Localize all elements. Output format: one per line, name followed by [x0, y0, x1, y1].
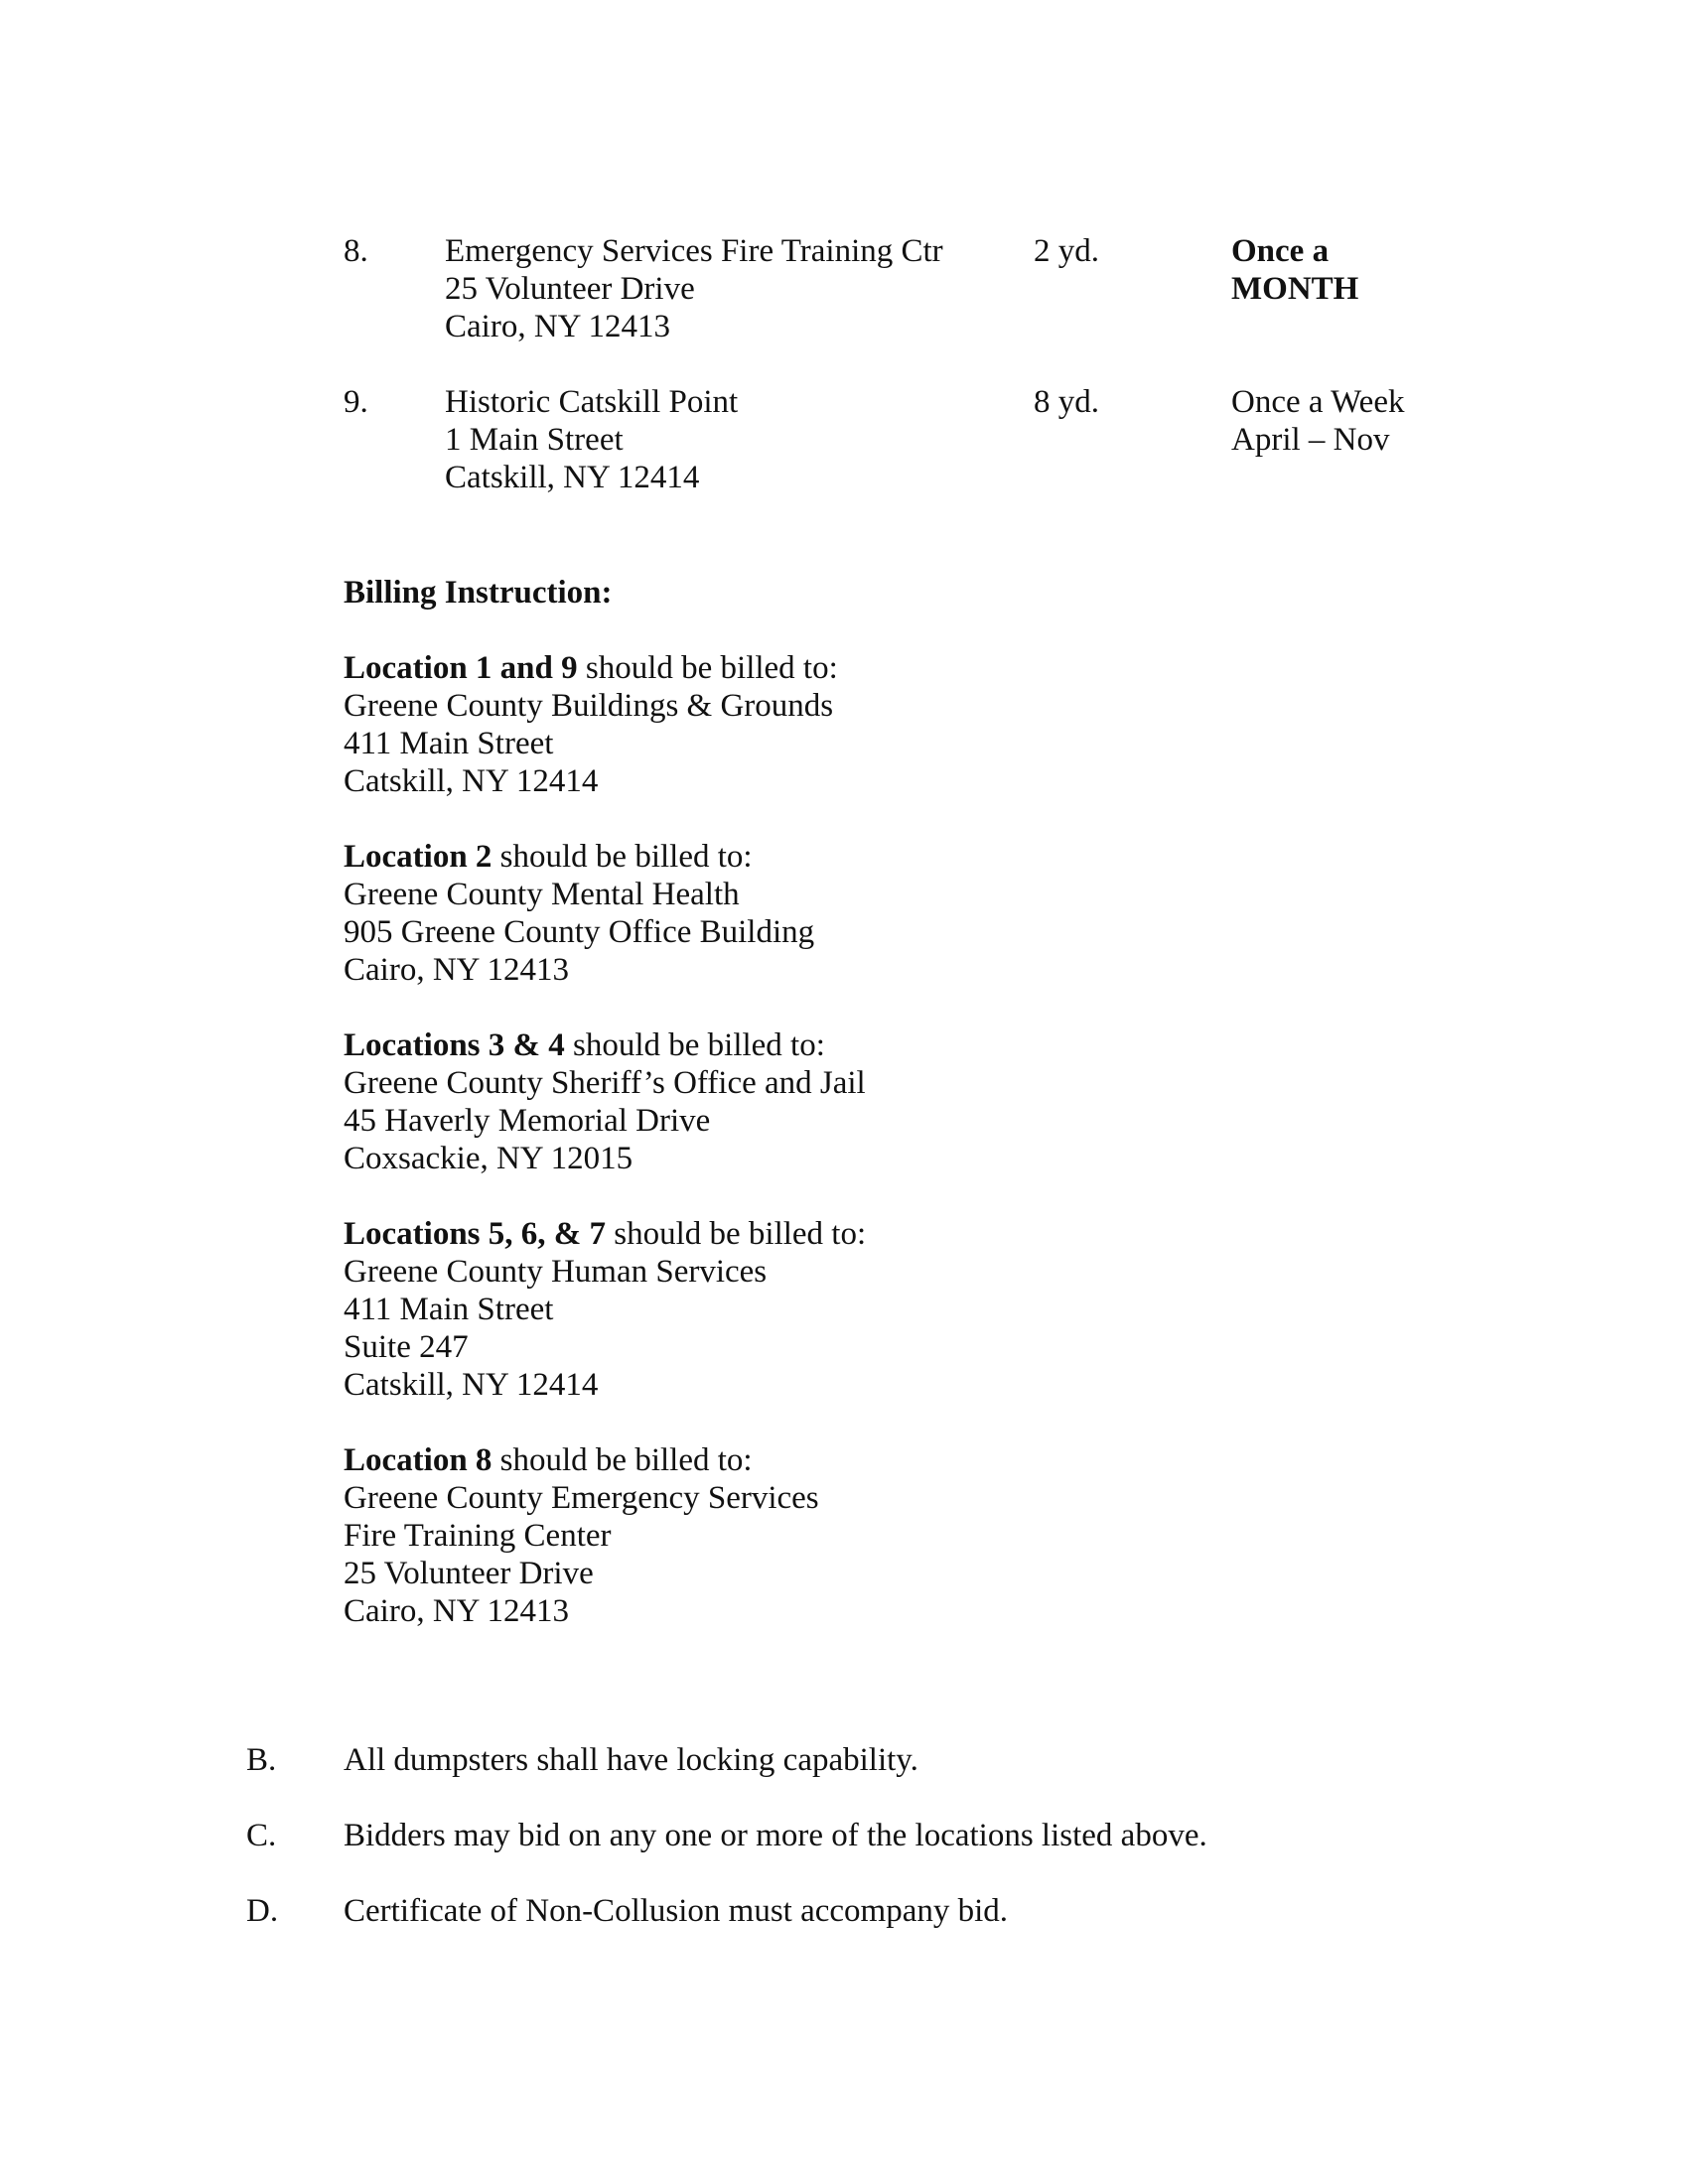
- address-line: Suite 247: [344, 1329, 469, 1365]
- address-line: Greene County Emergency Services: [344, 1480, 819, 1516]
- billing-group-title: [344, 838, 814, 876]
- frequency-line: Once a: [1231, 233, 1330, 269]
- address-line: Fire Training Center: [344, 1518, 612, 1554]
- item-text: Bidders may bid on any one or more of the locations listed above.: [344, 1818, 1207, 1853]
- address-line: Greene County Sheriff’s Office and Jail: [344, 1065, 866, 1101]
- billing-group-title: [344, 1215, 866, 1253]
- address-line: Emergency Services Fire Training Ctr: [445, 233, 943, 269]
- item-letter: B.: [246, 1742, 277, 1778]
- pickup-frequency: [1231, 232, 1358, 308]
- address-line: 905 Greene County Office Building: [344, 914, 815, 950]
- billing-group: [344, 1215, 866, 1404]
- billing-location-label: Location 2: [344, 839, 492, 875]
- billing-group: [344, 1441, 819, 1630]
- billing-location-label: Location 1 and 9: [344, 650, 578, 686]
- billing-location-label: Location 8: [344, 1442, 492, 1478]
- address-line: Coxsackie, NY 12015: [344, 1141, 633, 1176]
- address-line: 45 Haverly Memorial Drive: [344, 1103, 711, 1139]
- billing-group-title: [344, 1026, 866, 1064]
- billing-suffix: should be billed to:: [492, 839, 753, 875]
- billing-heading: Billing Instruction:: [344, 575, 613, 611]
- location-address: [445, 383, 738, 496]
- address-line: 1 Main Street: [445, 422, 624, 458]
- address-line: Catskill, NY 12414: [344, 763, 599, 799]
- billing-group-title: [344, 649, 838, 687]
- address-line: 411 Main Street: [344, 726, 554, 761]
- billing-group-title: [344, 1441, 819, 1479]
- frequency-line: Once a Week: [1231, 384, 1405, 420]
- address-line: 25 Volunteer Drive: [344, 1556, 594, 1591]
- address-line: Greene County Buildings & Grounds: [344, 688, 834, 724]
- address-line: Cairo, NY 12413: [344, 1593, 570, 1629]
- billing-location-label: Locations 5, 6, & 7: [344, 1216, 606, 1252]
- frequency-line: MONTH: [1231, 271, 1359, 307]
- item-letter: D.: [246, 1893, 279, 1929]
- address-line: Greene County Mental Health: [344, 877, 740, 912]
- item-text: Certificate of Non-Collusion must accompany bid.: [344, 1893, 1009, 1929]
- billing-group: [344, 1026, 866, 1177]
- billing-suffix: should be billed to:: [606, 1216, 867, 1252]
- address-line: 25 Volunteer Drive: [445, 271, 695, 307]
- address-line: Historic Catskill Point: [445, 384, 739, 420]
- billing-suffix: should be billed to:: [492, 1442, 753, 1478]
- address-line: Cairo, NY 12413: [344, 952, 570, 988]
- address-line: Greene County Human Services: [344, 1254, 768, 1290]
- billing-group: [344, 649, 838, 800]
- frequency-line: April – Nov: [1231, 422, 1390, 458]
- address-line: Cairo, NY 12413: [445, 309, 671, 344]
- location-address: [445, 232, 943, 345]
- billing-suffix: should be billed to:: [564, 1027, 825, 1063]
- address-line: 411 Main Street: [344, 1292, 554, 1327]
- billing-location-label: Locations 3 & 4: [344, 1027, 565, 1063]
- billing-suffix: should be billed to:: [577, 650, 838, 686]
- pickup-frequency: [1231, 383, 1404, 459]
- location-number: 9.: [344, 384, 368, 420]
- address-line: Catskill, NY 12414: [344, 1367, 599, 1403]
- location-number: 8.: [344, 233, 368, 269]
- item-letter: C.: [246, 1818, 277, 1853]
- item-text: All dumpsters shall have locking capability.: [344, 1742, 918, 1778]
- dumpster-size: 2 yd.: [1034, 233, 1099, 269]
- billing-group: [344, 838, 814, 989]
- address-line: Catskill, NY 12414: [445, 460, 700, 495]
- dumpster-size: 8 yd.: [1034, 384, 1099, 420]
